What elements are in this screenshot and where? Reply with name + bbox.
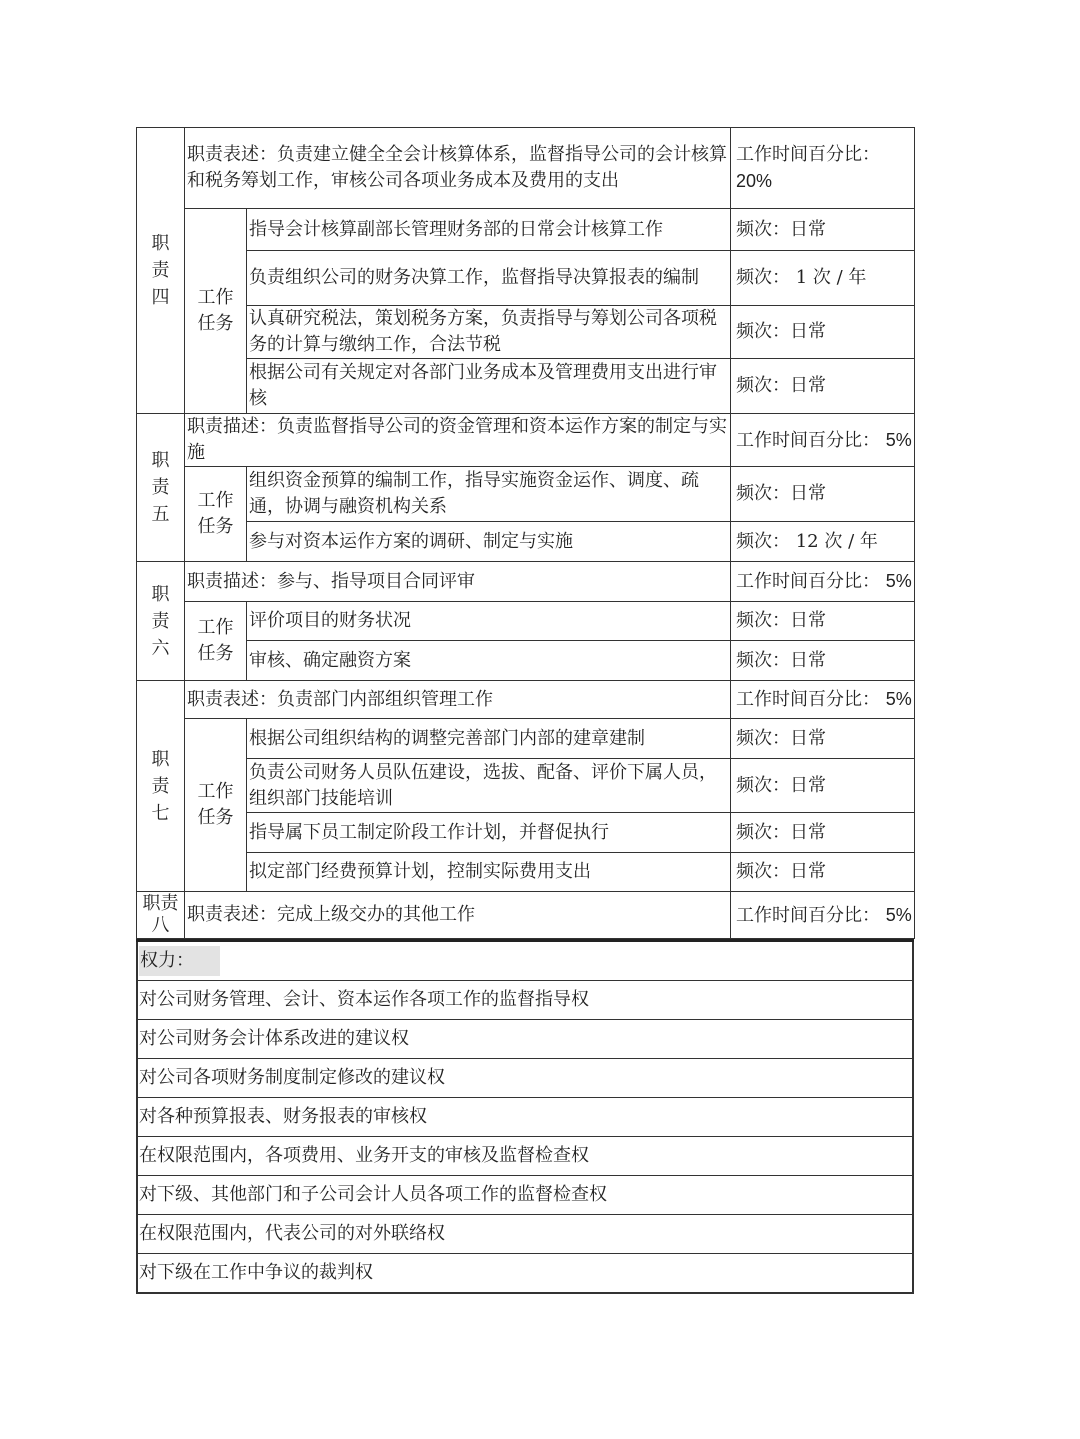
task-text: 拟定部门经费预算计划，控制实际费用支出 [247,853,731,892]
task-frequency: 频次：日常 [731,641,915,681]
task-text: 组织资金预算的编制工作，指导实施资金运作、调度、疏通，协调与融资机构关系 [247,467,731,522]
duty-4-label: 职责四 [137,128,185,414]
task-label: 工作任务 [185,719,247,892]
task-row [137,522,915,562]
task-frequency: 频次：日常 [731,306,915,359]
task-row [137,306,915,359]
rights-item: 对公司财务管理、会计、资本运作各项工作的监督指导权 [137,981,913,1020]
task-text: 指导属下员工制定阶段工作计划，并督促执行 [247,813,731,853]
task-text: 参与对资本运作方案的调研、制定与实施 [247,522,731,562]
duty-4-description: 职责表述：负责建立健全全会计核算体系，监督指导公司的会计核算和税务筹划工作，审核公司各项业务成本及费用的支出 [185,128,731,209]
duty-8-time-percent [731,892,915,939]
task-row [137,602,915,641]
task-row [137,853,915,892]
time-percent-label: 工作时间百分比： [736,429,880,451]
task-row [137,251,915,306]
job-description-page [136,127,914,1294]
task-row [137,641,915,681]
duty-6-desc-row [137,562,915,602]
time-percent-value: 5% [885,571,912,591]
duty-5-description: 职责描述：负责监督指导公司的资金管理和资本运作方案的制定与实施 [185,414,731,467]
duty-7-description: 职责表述：负责部门内部组织管理工作 [185,681,731,719]
task-frequency: 频次：日常 [731,813,915,853]
duty-6-time-percent [731,562,915,602]
task-row [137,719,915,759]
task-frequency: 频次：日常 [731,209,915,251]
task-text: 审核、确定融资方案 [247,641,731,681]
task-frequency: 频次：日常 [731,602,915,641]
time-percent-label: 工作时间百分比： [736,143,880,165]
duty-7-label: 职责七 [137,681,185,892]
task-row [137,467,915,522]
rights-item: 对各种预算报表、财务报表的审核权 [137,1098,913,1137]
time-percent-label: 工作时间百分比： [736,689,880,710]
task-label: 工作任务 [185,209,247,414]
task-frequency: 频次： 1 次 / 年 [731,251,915,306]
rights-header-row [137,941,913,981]
duty-5-label: 职责五 [137,414,185,562]
task-frequency: 频次：日常 [731,759,915,813]
task-frequency: 频次： 12 次 / 年 [731,522,915,562]
rights-item: 在权限范围内，各项费用、业务开支的审核及监督检查权 [137,1137,913,1176]
duty-4-desc-row [137,128,915,209]
task-text: 根据公司有关规定对各部门业务成本及管理费用支出进行审核 [247,359,731,414]
task-frequency: 频次：日常 [731,719,915,759]
task-frequency: 频次：日常 [731,467,915,522]
time-percent-value: 5% [885,429,912,450]
rights-title: 权力： [137,941,913,981]
duty-5-desc-row [137,414,915,467]
task-row [137,759,915,813]
rights-item: 在权限范围内，代表公司的对外联络权 [137,1215,913,1254]
duty-8-desc-row [137,892,915,939]
duty-7-time-percent [731,681,915,719]
time-percent-value: 20% [736,170,773,191]
rights-item: 对下级在工作中争议的裁判权 [137,1254,913,1294]
task-text: 负责组织公司的财务决算工作，监督指导决算报表的编制 [247,251,731,306]
duty-7-desc-row [137,681,915,719]
task-frequency: 频次：日常 [731,359,915,414]
duty-8-label: 职责八 [137,892,185,939]
rights-table [136,939,914,1294]
task-frequency: 频次：日常 [731,853,915,892]
task-label: 工作任务 [185,467,247,562]
task-text: 根据公司组织结构的调整完善部门内部的建章建制 [247,719,731,759]
duty-6-description: 职责描述：参与、指导项目合同评审 [185,562,731,602]
rights-item: 对下级、其他部门和子公司会计人员各项工作的监督检查权 [137,1176,913,1215]
duty-4-time-percent [731,128,915,209]
duty-5-time-percent [731,414,915,467]
duty-6-label: 职责六 [137,562,185,681]
task-row [137,359,915,414]
time-percent-value: 5% [885,904,912,925]
task-text: 指导会计核算副部长管理财务部的日常会计核算工作 [247,209,731,251]
task-label: 工作任务 [185,602,247,681]
task-row [137,209,915,251]
task-row [137,813,915,853]
rights-item: 对公司各项财务制度制定修改的建议权 [137,1059,913,1098]
time-percent-label: 工作时间百分比： [736,904,880,926]
task-text: 认真研究税法，策划税务方案，负责指导与筹划公司各项税务的计算与缴纳工作，合法节税 [247,306,731,359]
time-percent-value: 5% [885,689,912,709]
duty-8-description: 职责表述：完成上级交办的其他工作 [185,892,731,939]
time-percent-label: 工作时间百分比： [736,571,880,592]
task-text: 评价项目的财务状况 [247,602,731,641]
rights-item: 对公司财务会计体系改进的建议权 [137,1020,913,1059]
task-text: 负责公司财务人员队伍建设，选拔、配备、评价下属人员，组织部门技能培训 [247,759,731,813]
duties-table [136,127,915,939]
